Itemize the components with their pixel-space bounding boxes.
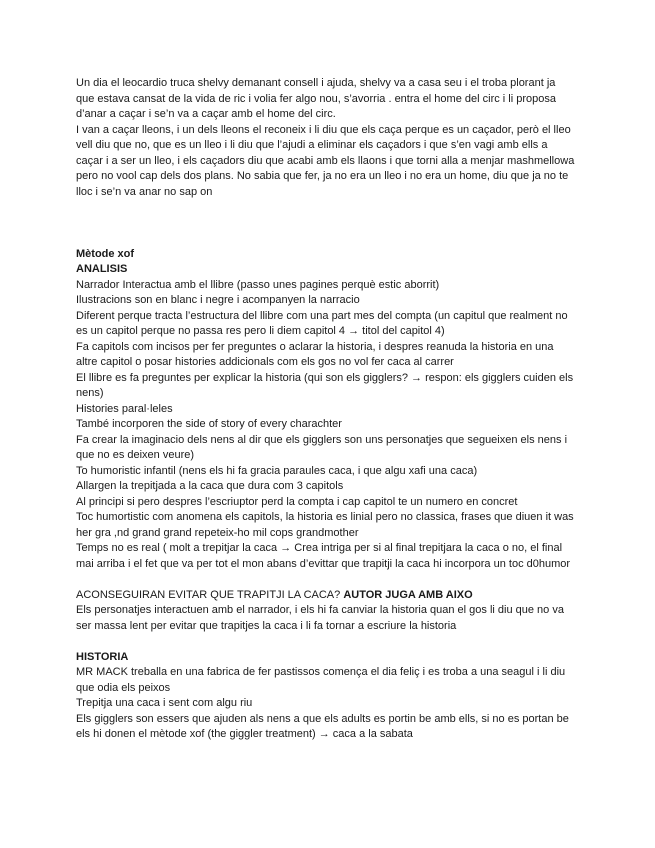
question-bold: AUTOR JUGA AMB AIXO bbox=[343, 588, 473, 601]
analysis-item: Histories paral·leles bbox=[76, 402, 173, 415]
question-body: Els personatjes interactuen amb el narrador, i els hi fa canviar la historia quan el gos li diu que no va ser massa lent per evitar que trapitjes la caca i li fa tornar a escriure la historia bbox=[76, 604, 564, 632]
story-item: Els gigglers son essers que ajuden als nens a que els adults es portin be amb ells, si no es portan be els hi donen el mètode xof (the giggler treatment) → caca a la sabata bbox=[76, 712, 569, 740]
analysis-item: Fa capitols com incisos per fer preguntes o aclarar la historia, i despres reanuda la historia en una altre capitol o posar histories addicionals com els gos no vol fer caca al carrer bbox=[76, 340, 554, 368]
method-title: Mètode xof bbox=[76, 247, 135, 260]
analysis-item: Temps no es real ( molt a trepitjar la caca → Crea intriga per si al final trepitjara la caca o no, el final mai arriba i el fet que va per tot el mon abans d’evittar que trapitji la caca hi incorpora un toc d0humor bbox=[76, 542, 571, 570]
analysis-item: El llibre es fa preguntes per explicar la historia (qui son els gigglers? → respon: els gigglers cuiden els nens) bbox=[76, 371, 574, 399]
story-item: Trepitja una caca i sent com algu riu bbox=[76, 697, 253, 709]
analysis-item: Ilustracions son en blanc i negre i acompanyen la narracio bbox=[76, 294, 360, 306]
story-heading: HISTORIA bbox=[76, 650, 129, 663]
analysis-item: Allargen la trepitjada a la caca que dura com 3 capitols bbox=[76, 480, 344, 492]
story-item: MR MACK treballa en una fabrica de fer pastissos comença el dia feliç i es troba a una seagul i li diu que odia els peixos bbox=[76, 666, 566, 694]
analysis-item: Narrador Interactua amb el llibre (passo unes pagines perquè estic aborrit) bbox=[76, 278, 440, 291]
question-text: ACONSEGUIRAN EVITAR QUE TRAPITJI LA CACA? bbox=[76, 588, 341, 601]
analysis-item: També incorporen the side of story of every charachter bbox=[76, 418, 342, 430]
analysis-item: Al principi si pero despres l’escriuptor perd la compta i cap capitol te un numero en concret bbox=[76, 495, 518, 508]
question-line bbox=[76, 588, 576, 604]
analysis-item: Diferent perque tracta l’estructura del llibre com una part mes del compta (un capitul que realment no es un capitol perque no passa res pero li diem capitol 4 → titol del capitol 4) bbox=[76, 309, 568, 337]
intro-paragraph-1: Un dia el leocardio truca shelvy demanant consell i ajuda, shelvy va a casa seu i el troba plorant ja que estava cansat de la vida de ric i volia fer algo nou, s’avorria . entra el home del circ i li proposa d’anar a caçar i se’n va a caçar amb el home del circ. bbox=[76, 77, 556, 120]
analysis-heading: ANALISIS bbox=[76, 263, 128, 275]
intro-paragraph-2: I van a caçar lleons, i un dels lleons el reconeix i li diu que els caça perque es un caçador, però el lleo vell diu que no, que es un lleo i li diu que l’ajudi a eliminar els caçadors i que s’en vagi amb ells a caçar i a ser un lleo, i els caçadors diu que acabi amb els llaons i que torni alla a menjar mashmellowa pero no vool cap dels dos plans. No sabia que fer, ja no era un lleo i no era un home, diu que ja no te lloc i se’n va anar no sap on bbox=[76, 123, 575, 198]
analysis-item: Fa crear la imaginacio dels nens al dir que els gigglers son uns personatjes que segueixen els nens i que no es deixen veure) bbox=[76, 433, 568, 461]
analysis-item: Toc humortistic com anomena els capitols, la historia es linial pero no classica, frases que diuen it was her gra ,nd grand grand repeteix-ho mil cops grandmother bbox=[76, 511, 574, 539]
document-page bbox=[76, 76, 576, 743]
analysis-item: To humoristic infantil (nens els hi fa gracia paraules caca, i que algu xafi una caca) bbox=[76, 464, 478, 477]
